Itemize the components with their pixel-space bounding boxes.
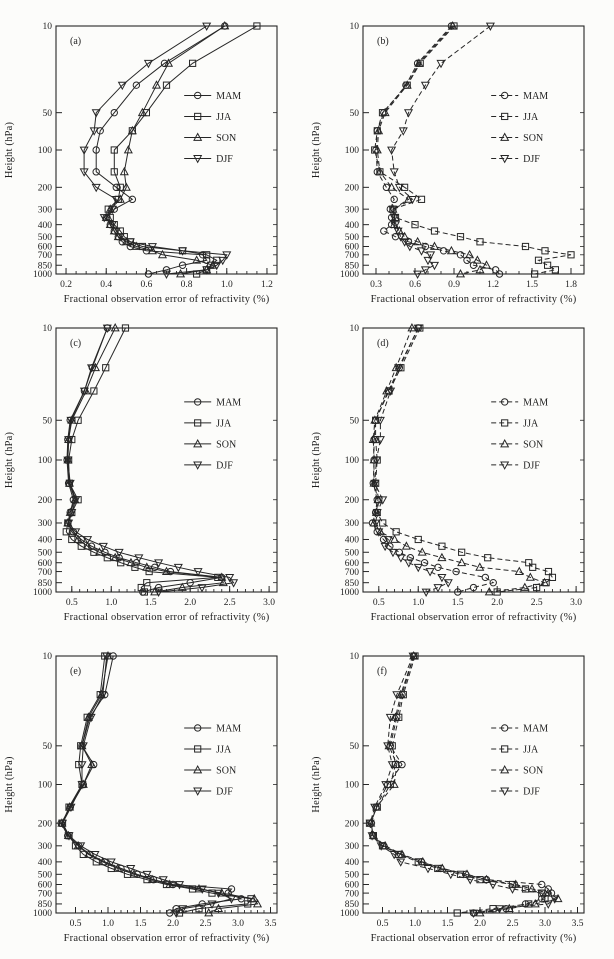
marker-circle: [457, 252, 463, 258]
series-line-SON: [62, 656, 258, 913]
x-tick-label: 0.4: [100, 280, 113, 290]
y-axis-title: Height (hPa): [4, 431, 15, 489]
y-tick-label: 300: [344, 519, 359, 530]
legend-label-DJF: DJF: [523, 460, 540, 472]
y-tick-label: 100: [344, 456, 359, 467]
y-tick-label: 10: [349, 22, 359, 33]
x-tick-label: 1.5: [526, 280, 538, 290]
series-line-JJA: [375, 26, 571, 274]
x-tick-label: 2.5: [223, 598, 236, 608]
chart-svg: [0, 0, 307, 320]
x-tick-label: 0.6: [409, 280, 421, 290]
legend-triangle-up-icon: [194, 766, 201, 773]
y-tick-label: 300: [37, 842, 52, 853]
x-tick-label: 2.5: [199, 919, 212, 929]
y-tick-label: 200: [344, 183, 359, 194]
y-tick-label: 1000: [340, 588, 359, 599]
x-tick-label: 3.0: [263, 598, 276, 608]
y-tick-label: 600: [344, 242, 359, 253]
marker-triangle-down: [426, 569, 433, 576]
panel-f: [307, 640, 614, 959]
x-tick-label: 2.0: [167, 919, 179, 929]
chart-svg: [307, 0, 614, 320]
x-tick-label: 1.2: [487, 280, 499, 290]
legend-label-SON: SON: [523, 439, 544, 451]
y-tick-label: 600: [37, 880, 52, 891]
panel-letter: (f): [377, 666, 387, 677]
series-line-JJA: [63, 656, 252, 913]
marker-triangle-down: [397, 555, 404, 562]
x-tick-label: 1.8: [565, 280, 577, 290]
series-SON: [374, 22, 491, 277]
x-axis-title: Fractional observation error of refractivity (%): [63, 933, 270, 944]
series-line-MAM: [61, 656, 241, 913]
y-tick-label: 700: [344, 567, 359, 578]
legend-label-MAM: MAM: [523, 90, 549, 102]
legend: [491, 723, 548, 797]
series-MAM: [93, 23, 228, 277]
panel-d: [307, 320, 614, 640]
series-DJF: [366, 653, 558, 917]
x-tick-label: 0.3: [370, 280, 382, 290]
y-tick-label: 50: [42, 416, 52, 427]
axes: [33, 22, 277, 290]
legend-label-JJA: JJA: [523, 111, 539, 123]
x-tick-label: 2.0: [474, 919, 486, 929]
legend-label-MAM: MAM: [523, 397, 549, 409]
y-tick-label: 1000: [33, 909, 52, 920]
x-tick-label: 0.2: [60, 280, 72, 290]
y-tick-label: 600: [37, 558, 52, 569]
marker-square: [545, 568, 551, 574]
chart-svg: [307, 640, 614, 959]
x-tick-label: 1.5: [451, 598, 464, 608]
legend: [491, 91, 548, 165]
marker-triangle-down: [418, 248, 425, 255]
chart-svg: [0, 640, 307, 959]
x-axis-title: Fractional observation error of refractivity (%): [63, 294, 270, 305]
axes: [33, 324, 277, 608]
y-tick-label: 50: [349, 416, 359, 427]
y-tick-label: 1000: [340, 270, 359, 281]
panel-c: [0, 320, 307, 640]
x-tick-label: 0.5: [376, 919, 389, 929]
y-tick-label: 850: [37, 900, 52, 911]
y-tick-label: 1000: [33, 588, 52, 599]
y-tick-label: 1000: [340, 909, 359, 920]
marker-triangle-down: [431, 262, 438, 269]
y-tick-label: 50: [349, 108, 359, 119]
x-tick-label: 3.5: [571, 919, 584, 929]
chart-svg: [307, 320, 614, 640]
y-tick-label: 100: [37, 780, 52, 791]
x-tick-label: 1.5: [134, 919, 147, 929]
y-axis-title: Height (hPa): [311, 756, 322, 813]
marker-triangle-down: [424, 257, 431, 264]
legend-label-SON: SON: [216, 765, 237, 777]
legend-label-MAM: MAM: [216, 397, 242, 409]
y-tick-label: 700: [344, 250, 359, 261]
legend-label-JJA: JJA: [216, 744, 232, 756]
y-tick-label: 400: [344, 535, 359, 546]
panel-letter: (a): [70, 36, 82, 47]
x-axis-title: Fractional observation error of refractivity (%): [370, 294, 577, 305]
x-axis-title: Fractional observation error of refractivity (%): [370, 612, 577, 623]
y-tick-label: 500: [37, 870, 52, 881]
x-tick-label: 0.5: [372, 598, 385, 608]
y-tick-label: 500: [37, 548, 52, 559]
y-tick-label: 850: [344, 900, 359, 911]
y-tick-label: 700: [37, 250, 52, 261]
series-MAM: [369, 325, 496, 595]
panel-e: [0, 640, 307, 959]
y-tick-label: 10: [349, 324, 359, 335]
series-line-DJF: [375, 328, 448, 592]
y-tick-label: 500: [344, 548, 359, 559]
y-axis-title: Height (hPa): [4, 756, 15, 813]
y-tick-label: 300: [344, 205, 359, 216]
marker-square: [380, 520, 386, 526]
series-DJF: [80, 23, 230, 278]
y-tick-label: 400: [37, 858, 52, 869]
x-tick-label: 2.0: [491, 598, 504, 608]
x-axis-title: Fractional observation error of refractivity (%): [63, 612, 270, 623]
y-tick-label: 500: [344, 870, 359, 881]
x-tick-label: 0.9: [448, 280, 460, 290]
y-tick-label: 50: [42, 108, 52, 119]
y-axis-title: Height (hPa): [311, 431, 322, 489]
y-tick-label: 850: [37, 578, 52, 589]
y-tick-label: 400: [344, 220, 359, 231]
marker-triangle-up: [528, 885, 535, 892]
marker-circle: [435, 564, 441, 570]
legend-label-SON: SON: [216, 439, 237, 451]
marker-triangle-up: [521, 584, 528, 591]
legend-label-MAM: MAM: [216, 90, 242, 102]
x-axis-title: Fractional observation error of refractivity (%): [370, 933, 577, 944]
x-tick-label: 3.0: [539, 919, 551, 929]
x-tick-label: 1.5: [441, 919, 454, 929]
y-tick-label: 600: [37, 242, 52, 253]
y-tick-label: 850: [344, 261, 359, 272]
marker-triangle-down: [389, 549, 396, 556]
legend: [184, 91, 241, 165]
x-tick-label: 2.5: [506, 919, 519, 929]
legend-triangle-down-icon: [194, 462, 201, 469]
x-tick-label: 1.2: [261, 280, 273, 290]
legend-label-DJF: DJF: [523, 153, 540, 165]
legend-label-JJA: JJA: [216, 111, 232, 123]
marker-circle: [381, 228, 387, 234]
y-tick-label: 300: [37, 205, 52, 216]
panel-b: [307, 0, 614, 320]
x-tick-label: 1.0: [220, 280, 233, 290]
x-tick-label: 2.0: [184, 598, 197, 608]
panel-letter: (d): [377, 338, 389, 349]
y-tick-label: 850: [37, 261, 52, 272]
legend-label-MAM: MAM: [523, 723, 549, 735]
panel-letter: (e): [70, 666, 82, 677]
y-tick-label: 300: [37, 519, 52, 530]
legend-label-SON: SON: [216, 132, 237, 144]
y-tick-label: 850: [344, 578, 359, 589]
legend-label-MAM: MAM: [216, 723, 242, 735]
y-tick-label: 500: [344, 232, 359, 243]
y-tick-label: 1000: [33, 270, 52, 281]
y-tick-label: 50: [42, 742, 52, 753]
y-tick-label: 10: [42, 22, 52, 33]
series-line-DJF: [84, 26, 227, 274]
legend-label-DJF: DJF: [216, 153, 233, 165]
legend-label-JJA: JJA: [216, 418, 232, 430]
y-tick-label: 200: [344, 819, 359, 830]
x-tick-label: 2.5: [530, 598, 543, 608]
y-tick-label: 200: [37, 495, 52, 506]
x-tick-label: 3.5: [264, 919, 277, 929]
x-tick-label: 1.0: [409, 919, 421, 929]
y-tick-label: 200: [37, 819, 52, 830]
legend-label-DJF: DJF: [216, 786, 233, 798]
y-tick-label: 100: [37, 146, 52, 157]
x-tick-label: 0.6: [140, 280, 153, 290]
y-axis-title: Height (hPa): [4, 121, 15, 179]
x-tick-label: 0.5: [65, 598, 78, 608]
y-tick-label: 400: [344, 858, 359, 869]
x-tick-label: 3.0: [232, 919, 244, 929]
y-tick-label: 600: [344, 880, 359, 891]
x-tick-label: 1.5: [144, 598, 157, 608]
marker-circle: [482, 574, 488, 580]
marker-square: [393, 529, 399, 535]
y-tick-label: 700: [344, 889, 359, 900]
legend: [184, 397, 241, 471]
panel-letter: (c): [70, 338, 82, 349]
marker-triangle-down: [467, 877, 474, 884]
legend-triangle-up-icon: [501, 440, 508, 447]
y-tick-label: 10: [42, 324, 52, 335]
legend-triangle-down-icon: [501, 462, 508, 469]
x-tick-label: 1.0: [102, 919, 114, 929]
legend-label-DJF: DJF: [216, 460, 233, 472]
y-tick-label: 200: [37, 183, 52, 194]
axes: [33, 652, 277, 929]
x-tick-label: 1.0: [412, 598, 425, 608]
axes: [340, 652, 584, 929]
panel-letter: (b): [377, 36, 389, 47]
y-tick-label: 400: [37, 535, 52, 546]
y-tick-label: 700: [37, 567, 52, 578]
legend-label-SON: SON: [523, 765, 544, 777]
y-axis-title: Height (hPa): [311, 121, 322, 179]
y-tick-label: 600: [344, 558, 359, 569]
panel-a: [0, 0, 307, 320]
y-tick-label: 50: [349, 742, 359, 753]
y-tick-label: 10: [349, 652, 359, 663]
marker-square: [415, 536, 421, 542]
series-line-MAM: [376, 26, 500, 274]
x-tick-label: 1.0: [105, 598, 118, 608]
legend: [184, 723, 241, 797]
x-tick-label: 3.0: [570, 598, 583, 608]
y-tick-label: 10: [42, 652, 52, 663]
legend-label-JJA: JJA: [523, 418, 539, 430]
marker-square: [439, 543, 445, 549]
y-tick-label: 700: [37, 889, 52, 900]
legend-triangle-up-icon: [194, 440, 201, 447]
series-line-DJF: [63, 656, 232, 913]
series-JJA: [59, 653, 254, 916]
marker-square: [545, 262, 551, 268]
legend-label-SON: SON: [523, 132, 544, 144]
y-tick-label: 100: [344, 780, 359, 791]
x-tick-label: 0.8: [180, 280, 193, 290]
y-tick-label: 400: [37, 220, 52, 231]
marker-triangle-up: [516, 568, 523, 575]
legend-label-JJA: JJA: [523, 744, 539, 756]
legend-triangle-up-icon: [501, 766, 508, 773]
legend: [491, 397, 548, 471]
y-tick-label: 100: [344, 146, 359, 157]
y-tick-label: 300: [344, 842, 359, 853]
series-line-MAM: [67, 328, 222, 592]
chart-svg: [0, 320, 307, 640]
y-tick-label: 500: [37, 232, 52, 243]
x-tick-label: 0.5: [69, 919, 82, 929]
legend-label-DJF: DJF: [523, 786, 540, 798]
y-tick-label: 200: [344, 495, 359, 506]
y-tick-label: 100: [37, 456, 52, 467]
